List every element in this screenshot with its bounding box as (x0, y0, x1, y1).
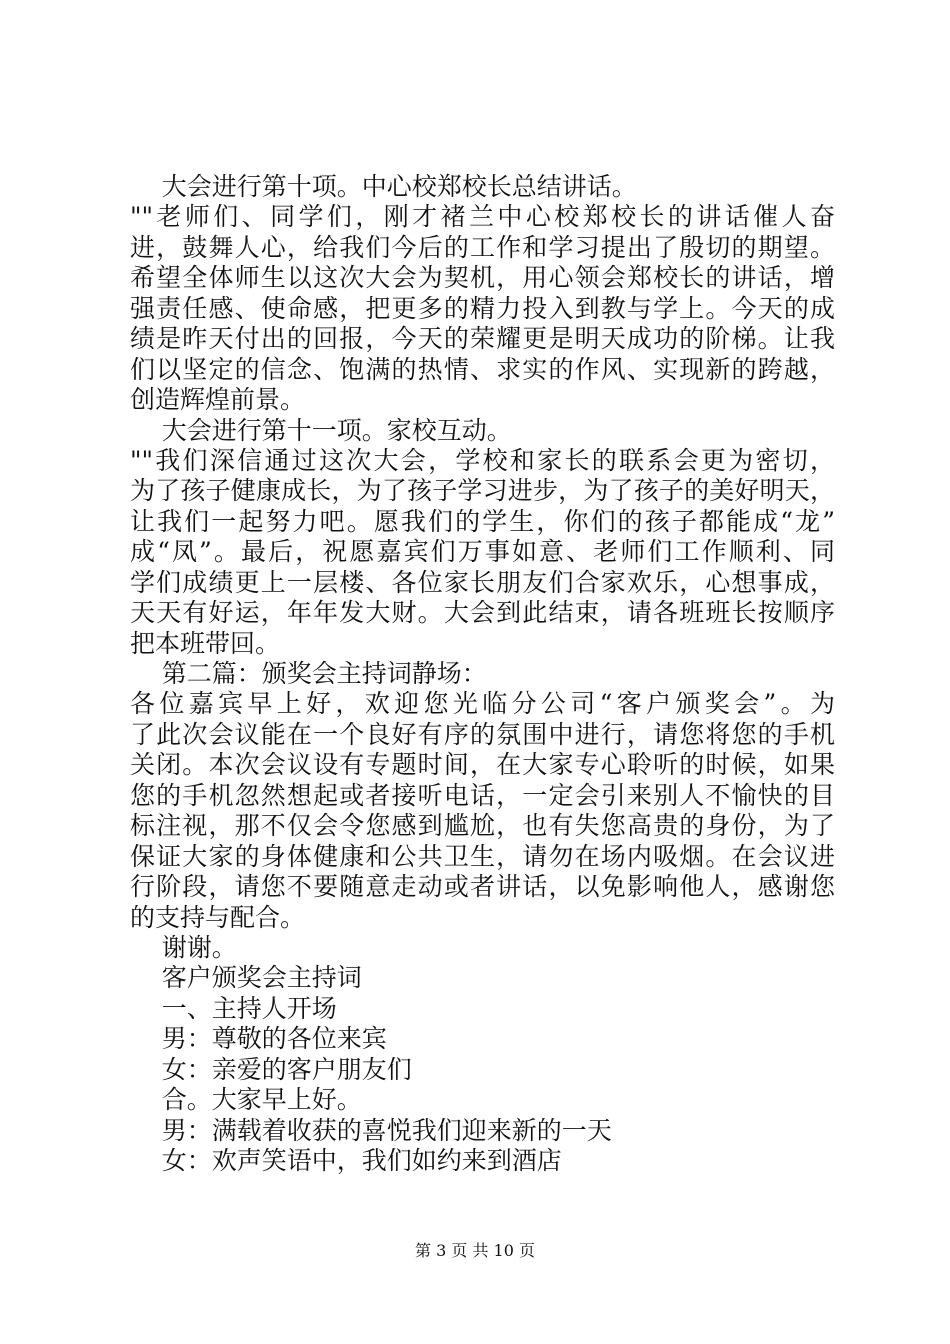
text-line: 标注视，那不仅会令您感到尴尬，也有失您高贵的身份，为了 (130, 811, 835, 841)
text-line: 第二篇：颁奖会主持词静场： (130, 659, 487, 688)
text-line: 了此次会议能在一个良好有序的氛围中进行，请您将您的手机 (130, 719, 835, 749)
text-line: 关闭。本次会议设有专题时间，在大家专心聆听的时候，如果 (130, 750, 835, 780)
text-line: ""我们深信通过这次大会，学校和家长的联系会更为密切， (130, 445, 835, 475)
text-line: 绩是昨天付出的回报，今天的荣耀更是明天成功的阶梯。让我 (130, 324, 835, 354)
text-line: 的支持与配合。 (130, 902, 306, 932)
text-line: 行阶段，请您不要随意走动或者讲话，以免影响他人，感谢您 (130, 872, 835, 902)
text-line: 们以坚定的信念、饱满的热情、求实的作风、实现新的跨越， (130, 354, 835, 384)
text-line: 男：满载着收获的喜悦我们迎来新的一天 (130, 1115, 612, 1145)
text-line: ""老师们、同学们，刚才褚兰中心校郑校长的讲话催人奋 (130, 202, 835, 232)
text-line: 女：亲爱的客户朋友们 (130, 1054, 412, 1084)
text-line: 创造辉煌前景。 (130, 385, 306, 415)
text-line: 保证大家的身体健康和公共卫生，请勿在场内吸烟。在会议进 (130, 841, 835, 871)
text-line: 合。大家早上好。 (130, 1085, 362, 1115)
text-line: 成“凤”。最后，祝愿嘉宾们万事如意、老师们工作顺利、同 (130, 537, 835, 567)
text-line: 谢谢。 (130, 932, 237, 962)
text-line: 强责任感、使命感，把更多的精力投入到教与学上。今天的成 (130, 293, 835, 323)
page-footer: 第 3 页 共 10 页 (415, 1241, 535, 1260)
text-line: 各位嘉宾早上好，欢迎您光临分公司“客户颁奖会”。为 (130, 689, 835, 719)
body-text (130, 172, 835, 1176)
text-line: 大会进行第十项。中心校郑校长总结讲话。 (130, 172, 637, 201)
text-line: 男：尊敬的各位来宾 (130, 1024, 387, 1054)
text-line: 让我们一起努力吧。愿我们的学生，你们的孩子都能成“龙” (130, 506, 835, 536)
text-line: 客户颁奖会主持词 (130, 963, 362, 993)
text-line: 您的手机忽然想起或者接听电话，一定会引来别人不愉快的目 (130, 780, 835, 810)
text-line: 为了孩子健康成长，为了孩子学习进步，为了孩子的美好明天， (130, 476, 835, 506)
text-line: 希望全体师生以这次大会为契机，用心领会郑校长的讲话，增 (130, 263, 835, 293)
text-line: 进，鼓舞人心，给我们今后的工作和学习提出了殷切的期望。 (130, 232, 835, 262)
text-line: 把本班带回。 (130, 628, 281, 658)
text-line: 女：欢声笑语中，我们如约来到酒店 (130, 1146, 562, 1175)
text-line: 一、主持人开场 (130, 993, 337, 1023)
text-line: 学们成绩更上一层楼、各位家长朋友们合家欢乐，心想事成， (130, 567, 835, 597)
text-line: 大会进行第十一项。家校互动。 (130, 415, 512, 445)
text-line: 天天有好运，年年发大财。大会到此结束，请各班班长按顺序 (130, 598, 835, 628)
